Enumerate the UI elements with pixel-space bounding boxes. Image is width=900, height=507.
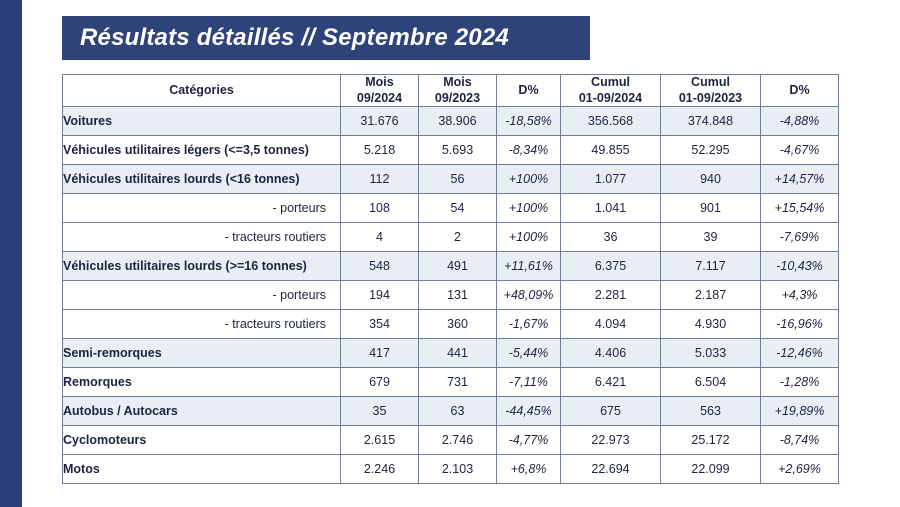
cell-month-2024: 354	[341, 310, 419, 339]
table-row	[63, 426, 839, 455]
cell-cumul-2024: 6.421	[561, 368, 661, 397]
cell-cumul-delta: -4,67%	[761, 136, 839, 165]
cell-cumul-2024: 36	[561, 223, 661, 252]
cell-month-2023: 2	[419, 223, 497, 252]
cell-cumul-2024: 2.281	[561, 281, 661, 310]
cell-month-2023: 2.746	[419, 426, 497, 455]
cell-month-2023: 360	[419, 310, 497, 339]
header-line1: Cumul	[691, 75, 730, 89]
cell-cumul-delta: -1,28%	[761, 368, 839, 397]
cell-month-delta: -5,44%	[497, 339, 561, 368]
cell-cumul-delta: -16,96%	[761, 310, 839, 339]
cell-month-2023: 56	[419, 165, 497, 194]
cell-cumul-delta: +19,89%	[761, 397, 839, 426]
header-cell-cumul-2024	[561, 75, 661, 107]
cell-month-delta: -44,45%	[497, 397, 561, 426]
header-cell-month-2024	[341, 75, 419, 107]
results-table	[62, 74, 839, 484]
cell-month-2023: 441	[419, 339, 497, 368]
cell-cumul-2023: 4.930	[661, 310, 761, 339]
cell-month-delta: +11,61%	[497, 252, 561, 281]
cell-month-delta: -4,77%	[497, 426, 561, 455]
cell-cumul-delta: -7,69%	[761, 223, 839, 252]
cell-category: - tracteurs routiers	[63, 310, 341, 339]
header-cell-month-2023	[419, 75, 497, 107]
cell-category: Voitures	[63, 107, 341, 136]
header-line1: Cumul	[591, 75, 630, 89]
cell-cumul-2024: 356.568	[561, 107, 661, 136]
cell-cumul-2024: 22.973	[561, 426, 661, 455]
cell-month-2024: 5.218	[341, 136, 419, 165]
cell-cumul-delta: -4,88%	[761, 107, 839, 136]
cell-month-2024: 108	[341, 194, 419, 223]
cell-category: Véhicules utilitaires lourds (>=16 tonnes)	[63, 252, 341, 281]
header-line2: 01-09/2024	[578, 90, 643, 105]
header-line1: D%	[518, 82, 539, 97]
cell-month-delta: +100%	[497, 194, 561, 223]
header-line1: Mois	[443, 75, 472, 89]
cell-cumul-2023: 563	[661, 397, 761, 426]
cell-cumul-2024: 1.077	[561, 165, 661, 194]
header-line1: Mois	[365, 75, 394, 89]
cell-category: Remorques	[63, 368, 341, 397]
cell-cumul-delta: +4,3%	[761, 281, 839, 310]
cell-cumul-delta: +15,54%	[761, 194, 839, 223]
header-cell-month-delta	[497, 75, 561, 107]
cell-month-2023: 491	[419, 252, 497, 281]
cell-cumul-2023: 2.187	[661, 281, 761, 310]
cell-month-2024: 679	[341, 368, 419, 397]
cell-month-2024: 4	[341, 223, 419, 252]
cell-cumul-2023: 39	[661, 223, 761, 252]
cell-cumul-2024: 49.855	[561, 136, 661, 165]
header-line2: 09/2023	[434, 90, 481, 105]
cell-month-2023: 38.906	[419, 107, 497, 136]
header-line2: 01-09/2023	[678, 90, 743, 105]
cell-cumul-2024: 4.406	[561, 339, 661, 368]
table-row	[63, 194, 839, 223]
cell-month-2024: 112	[341, 165, 419, 194]
cell-month-2024: 2.246	[341, 455, 419, 484]
cell-cumul-2023: 940	[661, 165, 761, 194]
cell-cumul-2024: 6.375	[561, 252, 661, 281]
cell-month-2024: 194	[341, 281, 419, 310]
page-title: Résultats détaillés // Septembre 2024	[80, 24, 509, 51]
cell-cumul-delta: +14,57%	[761, 165, 839, 194]
cell-cumul-delta: +2,69%	[761, 455, 839, 484]
cell-month-2023: 63	[419, 397, 497, 426]
cell-month-2024: 548	[341, 252, 419, 281]
table-header	[63, 75, 839, 107]
cell-cumul-2024: 675	[561, 397, 661, 426]
cell-cumul-2024: 1.041	[561, 194, 661, 223]
cell-month-2024: 417	[341, 339, 419, 368]
cell-month-delta: +6,8%	[497, 455, 561, 484]
cell-cumul-2024: 22.694	[561, 455, 661, 484]
cell-month-2024: 2.615	[341, 426, 419, 455]
left-accent-bar	[0, 0, 22, 507]
cell-month-delta: -18,58%	[497, 107, 561, 136]
cell-month-2023: 5.693	[419, 136, 497, 165]
cell-cumul-2023: 5.033	[661, 339, 761, 368]
cell-month-delta: +100%	[497, 223, 561, 252]
cell-month-delta: -1,67%	[497, 310, 561, 339]
cell-category: Autobus / Autocars	[63, 397, 341, 426]
cell-month-2024: 35	[341, 397, 419, 426]
cell-month-2024: 31.676	[341, 107, 419, 136]
header-cell-categories	[63, 75, 341, 107]
table-row	[63, 223, 839, 252]
table-row	[63, 368, 839, 397]
cell-month-delta: +100%	[497, 165, 561, 194]
table-row	[63, 252, 839, 281]
cell-cumul-2023: 52.295	[661, 136, 761, 165]
cell-cumul-2023: 374.848	[661, 107, 761, 136]
cell-cumul-2023: 7.117	[661, 252, 761, 281]
cell-cumul-delta: -12,46%	[761, 339, 839, 368]
table-row	[63, 165, 839, 194]
table-body	[63, 107, 839, 484]
cell-category: - porteurs	[63, 281, 341, 310]
cell-category: Motos	[63, 455, 341, 484]
header-row	[63, 75, 839, 107]
header-cell-cumul-2023	[661, 75, 761, 107]
cell-month-delta: -7,11%	[497, 368, 561, 397]
cell-month-2023: 731	[419, 368, 497, 397]
cell-cumul-2023: 6.504	[661, 368, 761, 397]
cell-cumul-2023: 25.172	[661, 426, 761, 455]
cell-category: - tracteurs routiers	[63, 223, 341, 252]
cell-month-delta: +48,09%	[497, 281, 561, 310]
cell-category: - porteurs	[63, 194, 341, 223]
cell-cumul-2023: 901	[661, 194, 761, 223]
header-cell-cumul-delta	[761, 75, 839, 107]
cell-month-2023: 131	[419, 281, 497, 310]
cell-cumul-delta: -8,74%	[761, 426, 839, 455]
cell-month-2023: 54	[419, 194, 497, 223]
table-row	[63, 339, 839, 368]
table-row	[63, 397, 839, 426]
header-line1: Catégories	[169, 82, 234, 97]
table-row	[63, 281, 839, 310]
cell-category: Cyclomoteurs	[63, 426, 341, 455]
table-row	[63, 136, 839, 165]
header-line2: 09/2024	[356, 90, 403, 105]
table-row	[63, 310, 839, 339]
cell-cumul-2023: 22.099	[661, 455, 761, 484]
cell-cumul-delta: -10,43%	[761, 252, 839, 281]
cell-category: Véhicules utilitaires lourds (<16 tonnes)	[63, 165, 341, 194]
cell-category: Semi-remorques	[63, 339, 341, 368]
cell-cumul-2024: 4.094	[561, 310, 661, 339]
table-row	[63, 107, 839, 136]
title-banner	[62, 16, 590, 60]
table-row	[63, 455, 839, 484]
header-line1: D%	[789, 82, 810, 97]
cell-category: Véhicules utilitaires légers (<=3,5 tonnes)	[63, 136, 341, 165]
cell-month-delta: -8,34%	[497, 136, 561, 165]
cell-month-2023: 2.103	[419, 455, 497, 484]
